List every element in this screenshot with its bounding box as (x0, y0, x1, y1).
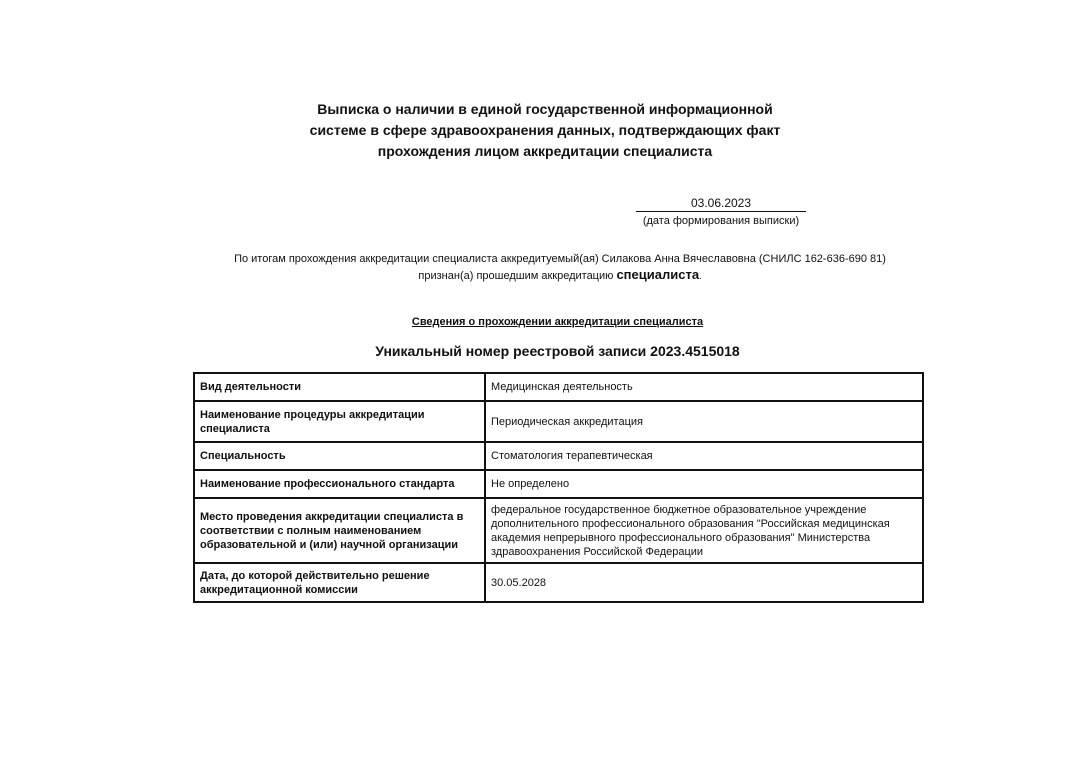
row-label: Наименование профессионального стандарта (194, 470, 485, 498)
title-line: системе в сфере здравоохранения данных, подтверждающих факт (309, 122, 781, 138)
statement-prefix: признан(а) прошедшим аккредитацию (418, 270, 614, 282)
issue-date-caption: (дата формирования выписки) (642, 215, 800, 227)
row-value: Стоматология терапевтическая (485, 442, 923, 470)
row-label: Место проведения аккредитации специалиста в соответствии с полным наименованием образовательной и (или) научной организации (194, 498, 485, 563)
statement-specialty-word: специалиста (616, 267, 700, 282)
accreditation-statement (160, 252, 960, 284)
table-row (194, 373, 923, 401)
section-heading: Сведения о прохождении аккредитации специалиста (411, 316, 704, 328)
row-label: Вид деятельности (194, 373, 485, 401)
table-row (194, 401, 923, 442)
title-line: Выписка о наличии в единой государственной информационной (317, 101, 773, 117)
statement-line-1: По итогам прохождения аккредитации специалиста аккредитуемый(ая) Силакова Анна Вячеславовна (СНИЛС 162-636-690 81) (234, 253, 886, 265)
document-title (245, 99, 845, 162)
table-row (194, 563, 923, 602)
row-value: федеральное государственное бюджетное образовательное учреждение дополнительного профессионального образования "Российская медицинская академия непрерывного профессионального образования" Министерства здравоохранения Российской Федерации (485, 498, 923, 563)
row-label: Специальность (194, 442, 485, 470)
row-value: Не определено (485, 470, 923, 498)
registry-number: Уникальный номер реестровой записи 2023.4515018 (375, 343, 740, 359)
table-row (194, 498, 923, 563)
row-value: 30.05.2028 (485, 563, 923, 602)
statement-suffix: . (699, 271, 702, 281)
row-value: Периодическая аккредитация (485, 401, 923, 442)
table-row (194, 442, 923, 470)
row-value: Медицинская деятельность (485, 373, 923, 401)
table-row (194, 470, 923, 498)
row-label: Дата, до которой действительно решение аккредитационной комиссии (194, 563, 485, 602)
row-label: Наименование процедуры аккредитации специалиста (194, 401, 485, 442)
title-line: прохождения лицом аккредитации специалиста (377, 143, 713, 159)
accreditation-details-table (193, 372, 924, 603)
statement-line-2 (160, 267, 960, 284)
issue-date-block (626, 196, 816, 228)
issue-date: 03.06.2023 (636, 196, 806, 212)
